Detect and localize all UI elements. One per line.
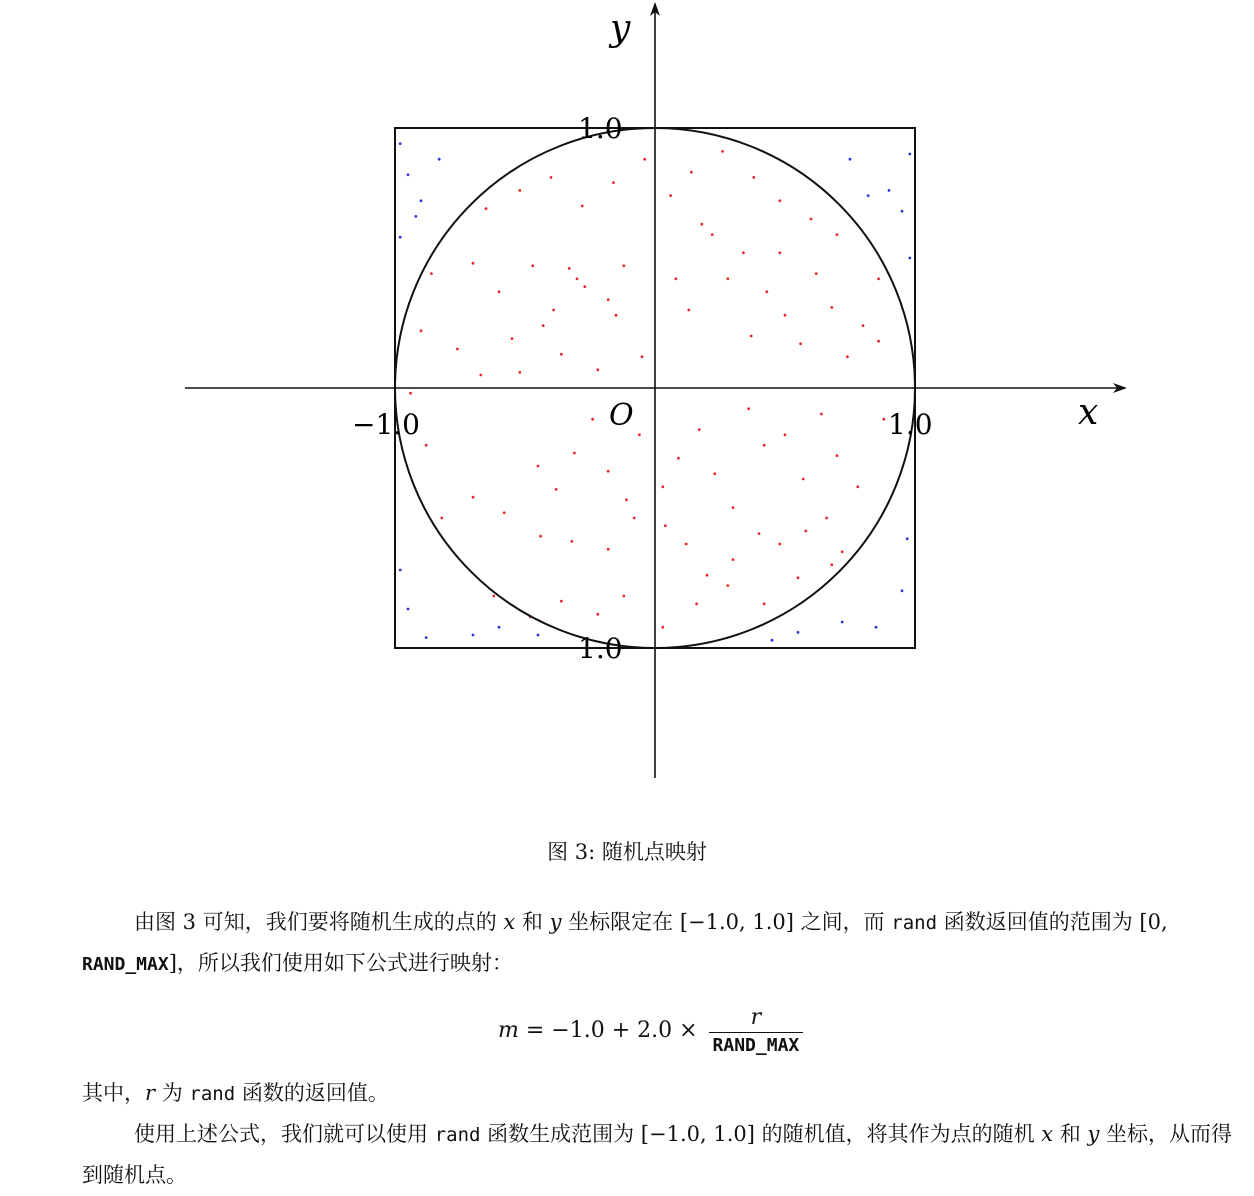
point-inside-24 xyxy=(784,314,787,317)
point-inside-7 xyxy=(568,267,571,270)
point-inside-44 xyxy=(732,506,735,509)
point-outside-20 xyxy=(906,537,909,540)
point-inside-84 xyxy=(669,194,672,197)
point-inside-85 xyxy=(690,171,693,174)
formula-numerator: r xyxy=(709,1005,804,1033)
point-outside-6 xyxy=(908,153,911,156)
point-inside-41 xyxy=(677,457,680,460)
point-outside-2 xyxy=(420,199,423,202)
point-inside-40 xyxy=(661,485,664,488)
point-inside-9 xyxy=(583,285,586,288)
p4-text-4: 坐标，从而得到随机点。 xyxy=(82,1122,1233,1187)
point-inside-97 xyxy=(440,517,443,520)
point-inside-95 xyxy=(409,392,412,395)
point-inside-94 xyxy=(420,329,423,332)
p1-code-rand: rand xyxy=(891,912,938,934)
point-inside-42 xyxy=(698,428,701,431)
point-inside-91 xyxy=(877,340,880,343)
point-inside-87 xyxy=(752,176,755,179)
point-inside-81 xyxy=(581,205,584,208)
point-inside-46 xyxy=(763,444,766,447)
point-inside-89 xyxy=(810,218,813,221)
point-inside-36 xyxy=(591,418,594,421)
point-outside-13 xyxy=(425,636,428,639)
formula-mid: = −1.0 + 2.0 × xyxy=(518,1017,705,1043)
point-outside-7 xyxy=(888,189,891,192)
formula-lhs: m xyxy=(498,1017,519,1043)
point-inside-55 xyxy=(570,540,573,543)
point-inside-96 xyxy=(425,444,428,447)
point-inside-59 xyxy=(685,543,688,546)
point-outside-14 xyxy=(472,634,475,637)
p3-text-1: 其中， xyxy=(82,1081,145,1105)
point-outside-8 xyxy=(867,194,870,197)
point-inside-32 xyxy=(518,371,521,374)
p1-text-1: 由图 3 可知，我们要将随机生成的点的 xyxy=(134,910,504,934)
p4-code-rand: rand xyxy=(434,1124,481,1146)
formula-denominator: RAND_MAX xyxy=(712,1034,800,1056)
point-inside-67 xyxy=(492,595,495,598)
point-inside-31 xyxy=(479,374,482,377)
x-axis-label: x xyxy=(1078,392,1099,433)
point-inside-49 xyxy=(820,413,823,416)
point-inside-17 xyxy=(700,223,703,226)
point-inside-39 xyxy=(638,433,641,436)
point-inside-74 xyxy=(726,584,729,587)
p1-text-2: 和 xyxy=(515,910,550,934)
p1-var-x: x xyxy=(503,910,516,934)
p1-var-y: y xyxy=(549,910,562,934)
p1-text-4: 函数返回值的范围为 [0, xyxy=(937,910,1168,934)
point-outside-21 xyxy=(399,569,402,572)
point-outside-4 xyxy=(414,215,417,218)
p3-code-rand: rand xyxy=(189,1083,236,1105)
point-inside-37 xyxy=(607,470,610,473)
point-inside-70 xyxy=(596,613,599,616)
point-inside-98 xyxy=(877,277,880,280)
p1-code-randmax: RAND_MAX xyxy=(82,954,169,975)
paragraph-mapping-intro xyxy=(82,902,1242,985)
point-inside-82 xyxy=(612,181,615,184)
point-inside-33 xyxy=(537,465,540,468)
point-inside-19 xyxy=(726,277,729,280)
point-inside-34 xyxy=(555,488,558,491)
point-outside-17 xyxy=(841,621,844,624)
point-outside-15 xyxy=(498,626,501,629)
p4-text-1: 使用上述公式，我们就可以使用 xyxy=(134,1122,435,1146)
point-inside-18 xyxy=(711,233,714,236)
point-inside-63 xyxy=(778,543,781,546)
p4-text-2: 函数生成范围为 [−1.0, 1.0] 的随机值，将其作为点的随机 xyxy=(480,1122,1042,1146)
paragraph-where xyxy=(82,1073,1242,1114)
point-inside-72 xyxy=(661,626,664,629)
point-inside-12 xyxy=(615,314,618,317)
point-inside-93 xyxy=(430,272,433,275)
point-inside-13 xyxy=(622,264,625,267)
point-inside-20 xyxy=(742,251,745,254)
point-outside-5 xyxy=(399,236,402,239)
point-inside-69 xyxy=(560,600,563,603)
point-outside-0 xyxy=(399,142,402,145)
point-inside-66 xyxy=(841,550,844,553)
point-inside-21 xyxy=(750,335,753,338)
point-outside-10 xyxy=(901,210,904,213)
tick-label-y-pos: 1.0 xyxy=(578,112,623,145)
formula-fraction xyxy=(713,1005,800,1056)
point-inside-8 xyxy=(576,277,579,280)
point-inside-23 xyxy=(778,251,781,254)
point-inside-56 xyxy=(607,548,610,551)
point-outside-18 xyxy=(875,626,878,629)
point-inside-6 xyxy=(560,353,563,356)
point-inside-0 xyxy=(472,262,475,265)
point-inside-75 xyxy=(763,602,766,605)
origin-label: O xyxy=(609,398,634,433)
p1-text-3: 坐标限定在 [−1.0, 1.0] 之间，而 xyxy=(561,910,892,934)
point-inside-92 xyxy=(882,418,885,421)
tick-label-x-pos: 1.0 xyxy=(888,408,933,441)
point-inside-57 xyxy=(633,517,636,520)
point-inside-10 xyxy=(596,368,599,371)
point-inside-25 xyxy=(799,342,802,345)
y-axis-label: y xyxy=(610,8,631,49)
point-inside-50 xyxy=(836,454,839,457)
p4-var-y: y xyxy=(1087,1122,1100,1146)
point-inside-15 xyxy=(674,277,677,280)
p3-text-2: 为 xyxy=(155,1081,190,1105)
point-inside-1 xyxy=(498,290,501,293)
point-inside-3 xyxy=(531,264,534,267)
point-outside-12 xyxy=(407,608,410,611)
point-inside-11 xyxy=(607,298,610,301)
point-inside-62 xyxy=(758,532,761,535)
point-inside-52 xyxy=(472,496,475,499)
point-inside-53 xyxy=(503,511,506,514)
point-inside-47 xyxy=(784,433,787,436)
point-outside-23 xyxy=(537,634,540,637)
point-inside-78 xyxy=(485,207,488,210)
point-inside-29 xyxy=(862,324,865,327)
p4-var-x: x xyxy=(1041,1122,1054,1146)
point-inside-79 xyxy=(518,189,521,192)
point-inside-38 xyxy=(625,498,628,501)
point-outside-16 xyxy=(797,631,800,634)
p1-text-5: ]，所以我们使用如下公式进行映射： xyxy=(168,951,513,975)
point-outside-19 xyxy=(901,589,904,592)
point-inside-28 xyxy=(846,355,849,358)
point-outside-9 xyxy=(849,158,852,161)
point-inside-14 xyxy=(641,355,644,358)
point-inside-26 xyxy=(815,272,818,275)
p3-var-r: r xyxy=(145,1081,156,1105)
point-outside-11 xyxy=(908,257,911,260)
mapping-formula xyxy=(498,995,799,1065)
point-outside-22 xyxy=(771,639,774,642)
point-inside-88 xyxy=(778,199,781,202)
paragraph-usage xyxy=(82,1114,1242,1195)
point-inside-77 xyxy=(830,563,833,566)
point-outside-3 xyxy=(438,158,441,161)
point-inside-35 xyxy=(573,452,576,455)
point-inside-58 xyxy=(664,524,667,527)
point-inside-54 xyxy=(539,535,542,538)
point-inside-2 xyxy=(511,337,514,340)
point-outside-1 xyxy=(407,173,410,176)
point-inside-27 xyxy=(830,306,833,309)
point-inside-83 xyxy=(643,158,646,161)
point-inside-73 xyxy=(695,602,698,605)
tick-label-x-neg: −1.0 xyxy=(352,408,420,441)
tick-label-y-neg: 1.0 xyxy=(578,632,623,665)
point-inside-86 xyxy=(721,150,724,153)
point-inside-4 xyxy=(542,324,545,327)
point-inside-80 xyxy=(550,176,553,179)
figure-caption: 图 3: 随机点映射 xyxy=(547,840,707,864)
point-inside-90 xyxy=(836,233,839,236)
point-inside-51 xyxy=(856,485,859,488)
point-inside-60 xyxy=(706,574,709,577)
point-inside-16 xyxy=(687,309,690,312)
p3-text-3: 函数的返回值。 xyxy=(235,1081,389,1105)
point-inside-65 xyxy=(825,517,828,520)
point-inside-61 xyxy=(732,558,735,561)
point-inside-43 xyxy=(713,472,716,475)
point-inside-76 xyxy=(797,576,800,579)
point-inside-45 xyxy=(747,407,750,410)
point-inside-64 xyxy=(804,530,807,533)
point-inside-48 xyxy=(802,478,805,481)
point-inside-22 xyxy=(765,290,768,293)
point-inside-71 xyxy=(622,595,625,598)
p4-text-3: 和 xyxy=(1053,1122,1088,1146)
point-inside-5 xyxy=(552,309,555,312)
point-inside-30 xyxy=(456,348,459,351)
